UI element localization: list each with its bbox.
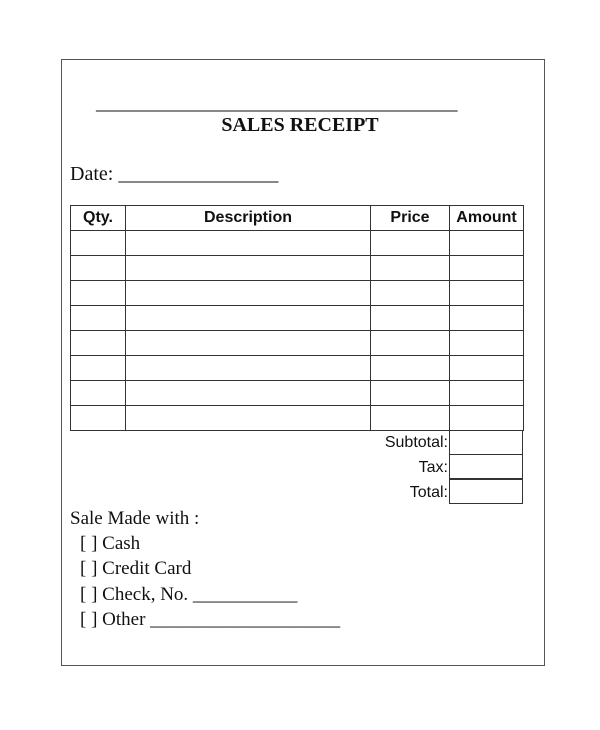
table-row	[71, 381, 524, 406]
payment-option-other[interactable]: [ ] Other ____________________	[80, 609, 341, 630]
column-header-description: Description	[126, 206, 371, 231]
total-label: Total:	[409, 484, 448, 501]
cell-qty[interactable]	[71, 356, 126, 381]
payment-method-heading: Sale Made with :	[70, 508, 200, 529]
cell-qty[interactable]	[71, 381, 126, 406]
table-row	[71, 281, 524, 306]
table-header-row	[71, 206, 524, 231]
subtotal-field[interactable]	[449, 430, 523, 455]
cell-qty[interactable]	[71, 331, 126, 356]
cell-description[interactable]	[126, 256, 371, 281]
receipt-title: SALES RECEIPT	[221, 114, 379, 136]
cell-qty[interactable]	[71, 231, 126, 256]
payment-option-credit-card[interactable]: [ ] Credit Card	[80, 558, 192, 579]
cell-amount[interactable]	[450, 256, 524, 281]
cell-price[interactable]	[371, 306, 450, 331]
payment-option-check[interactable]: [ ] Check, No. ___________	[80, 584, 298, 605]
table-body	[71, 231, 524, 431]
header-blank-line: ______________________________________	[96, 92, 457, 114]
cell-amount[interactable]	[450, 281, 524, 306]
cell-qty[interactable]	[71, 256, 126, 281]
table-row	[71, 306, 524, 331]
cell-description[interactable]	[126, 356, 371, 381]
table-row	[71, 331, 524, 356]
date-label: Date:	[70, 163, 114, 185]
total-field[interactable]	[449, 479, 523, 504]
cell-amount[interactable]	[450, 356, 524, 381]
table-row	[71, 406, 524, 431]
cell-amount[interactable]	[450, 381, 524, 406]
date-field[interactable]: ________________	[118, 163, 279, 185]
cell-price[interactable]	[371, 231, 450, 256]
table-row	[71, 356, 524, 381]
table-row	[71, 256, 524, 281]
cell-price[interactable]	[371, 381, 450, 406]
payment-option-cash[interactable]: [ ] Cash	[80, 533, 141, 554]
cell-qty[interactable]	[71, 306, 126, 331]
cell-price[interactable]	[371, 406, 450, 431]
cell-price[interactable]	[371, 256, 450, 281]
cell-amount[interactable]	[450, 331, 524, 356]
cell-description[interactable]	[126, 381, 371, 406]
cell-price[interactable]	[371, 356, 450, 381]
date-row	[70, 162, 278, 186]
cell-description[interactable]	[126, 406, 371, 431]
tax-field[interactable]	[449, 454, 523, 479]
cell-amount[interactable]	[450, 406, 524, 431]
cell-price[interactable]	[371, 331, 450, 356]
cell-amount[interactable]	[450, 306, 524, 331]
column-header-price: Price	[371, 206, 450, 231]
cell-description[interactable]	[126, 306, 371, 331]
tax-label: Tax:	[418, 459, 448, 476]
items-table	[70, 205, 524, 431]
cell-description[interactable]	[126, 331, 371, 356]
cell-amount[interactable]	[450, 231, 524, 256]
cell-qty[interactable]	[71, 406, 126, 431]
subtotal-label: Subtotal:	[384, 434, 448, 451]
column-header-amount: Amount	[450, 206, 524, 231]
column-header-qty: Qty.	[71, 206, 126, 231]
table-row	[71, 231, 524, 256]
cell-qty[interactable]	[71, 281, 126, 306]
cell-description[interactable]	[126, 281, 371, 306]
cell-price[interactable]	[371, 281, 450, 306]
cell-description[interactable]	[126, 231, 371, 256]
